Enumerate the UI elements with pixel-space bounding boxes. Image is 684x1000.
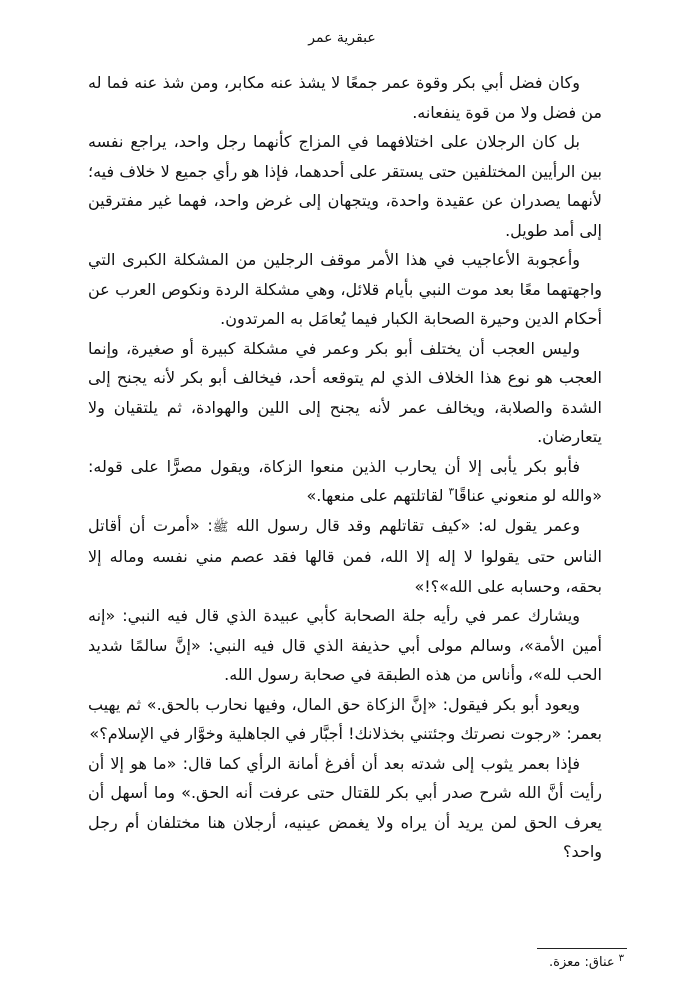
salawat-symbol: ﷺ — [212, 519, 229, 535]
paragraph — [88, 511, 602, 602]
footnote-divider — [537, 948, 627, 949]
paragraph: بل كان الرجلان على اختلافهما في المزاج كأنهما رجل واحد، يراجع نفسه بين الرأيين المختلفين حتى يستقر على أحدهما، فإذا هو رأي جميع لا خلاف فيه؛ لأنهما يصدران عن عقيدة واحدة، ويتجهان إلى غرض واحد، فهما غير مفترقين إلى أمد طويل. — [88, 132, 602, 240]
paragraph-text: لقاتلتهم على منعها.» — [306, 486, 449, 505]
paragraph-text: : «أمرت أن أقاتل الناس حتى يقولوا لا إله إلا الله، فمن قالها فقد عصم مني نفسه وماله إلا بحقه، وحسابه على الله»؟!» — [88, 515, 602, 596]
paragraph — [88, 452, 602, 511]
paragraph: وليس العجب أن يختلف أبو بكر وعمر في مشكلة كبيرة أو صغيرة، وإنما العجب هو نوع هذا الخلاف الذي لم يتوقعه أحد، فيخالف أبو بكر لأنه يجنح إلى الشدة والصلابة، ويخالف عمر لأنه يجنح إلى اللين والهوادة، ثم يلتقيان ولا يتعارضان. — [88, 338, 602, 446]
footnote-text: عناق: معزة. — [549, 955, 615, 970]
paragraph: وكان فضل أبي بكر وقوة عمر جمعًا لا يشذ عنه مكابر، ومن شذ عنه فما له من فضل ولا من قوة ينفعانه. — [88, 73, 602, 122]
footnote-reference[interactable]: ٣ — [448, 486, 454, 498]
paragraph: ويعود أبو بكر فيقول: «إنَّ الزكاة حق المال، وفيها نحارب بالحق.» ثم يهيب بعمر: «رجوت نصرتك وجئتني بخذلانك! أجبَّار في الجاهلية وخوَّار في الإسلام؟» — [88, 694, 602, 743]
main-text — [88, 68, 602, 867]
footnote — [324, 953, 624, 973]
running-header: عبقرية عمر — [308, 30, 376, 46]
paragraph: وأعجوبة الأعاجيب في هذا الأمر موقف الرجلين من المشكلة الكبرى التي واجهتهما معًا بعد موت النبي بأيام قلائل، وهي مشكلة الردة ونكوص العرب عن أحكام الدين وحيرة الصحابة الكبار فيما يُعامَل به المرتدون. — [88, 250, 602, 328]
footnote-number: ٣ — [618, 952, 624, 964]
paragraph-text: فأبو بكر يأبى إلا أن يحارب الذين منعوا الزكاة، ويقول مصرًّا على قوله: «والله لو منعوني عناقًا — [88, 456, 602, 505]
paragraph-text: وعمر يقول له: «كيف تقاتلهم وقد قال رسول الله — [228, 515, 580, 535]
paragraph: فإذا بعمر يثوب إلى شدته بعد أن أفرغ أمانة الرأي كما قال: «ما هو إلا أن رأيت أنَّ الله شرح صدر أبي بكر للقتال حتى عرفت أنه الحق.» وما أسهل أن يعرف الحق لمن يريد أن يراه ولا يغمض عينيه، أرجلان هنا مختلفان أم رجل واحد؟ — [88, 753, 602, 861]
paragraph: ويشارك عمر في رأيه جلة الصحابة كأبي عبيدة الذي قال فيه النبي: «إنه أمين الأمة»، وسالم مولى أبي حذيفة الذي قال فيه النبي: «إنَّ سالمًا شديد الحب لله»، وأناس من هذه الطبقة في صحابة رسول الله. — [88, 606, 602, 684]
